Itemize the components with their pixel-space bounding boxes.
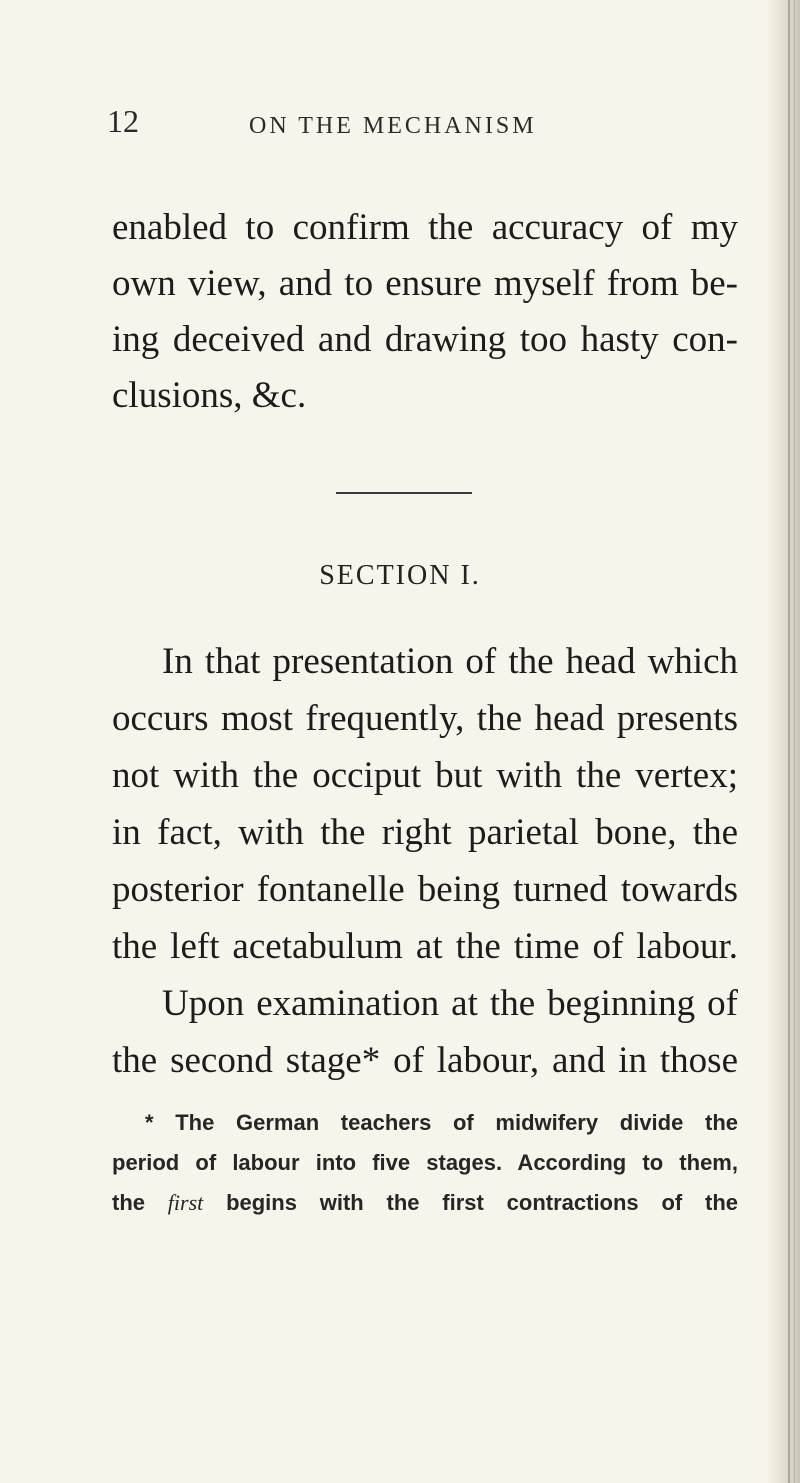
paragraph-3-line-2: the second stage* of labour, and in those — [112, 1040, 738, 1081]
paragraph-1-line-2: own view, and to ensure myself from be- — [112, 263, 738, 304]
paragraph-2-line-6: the left acetabulum at the time of labour. — [112, 926, 738, 967]
paragraph-1-line-4: clusions, &c. — [112, 375, 307, 416]
footnote-line-3 — [112, 1188, 738, 1218]
paragraph-2-line-4: in fact, with the right parietal bone, the — [112, 812, 738, 853]
paragraph-1-line-1: enabled to confirm the accuracy of my — [112, 207, 738, 248]
footnote-line-1: * The German teachers of midwifery divide the — [145, 1110, 738, 1135]
paragraph-2-line-1: In that presentation of the head which — [162, 641, 738, 682]
section-heading: SECTION I. — [319, 560, 481, 591]
page-binding-line-outer — [794, 0, 795, 1483]
running-title: ON THE MECHANISM — [249, 113, 537, 139]
paragraph-3-line-1: Upon examination at the beginning of — [162, 983, 738, 1024]
paragraph-1-line-3: ing deceived and drawing too hasty con- — [112, 319, 738, 360]
section-divider — [336, 492, 472, 494]
footnote-line-3-end: begins with the first contractions of the — [226, 1190, 738, 1215]
paragraph-2-line-5: posterior fontanelle being turned towards — [112, 869, 738, 910]
page-number: 12 — [107, 103, 139, 139]
paragraph-2-line-2: occurs most frequently, the head presents — [112, 698, 738, 739]
footnote-line-3-start: the — [112, 1190, 145, 1215]
paragraph-2-line-3: not with the occiput but with the vertex; — [112, 755, 738, 796]
page-binding-line — [788, 0, 790, 1483]
footnote-line-2: period of labour into five stages. According to them, — [112, 1150, 738, 1175]
footnote-italic-first: first — [167, 1190, 204, 1215]
